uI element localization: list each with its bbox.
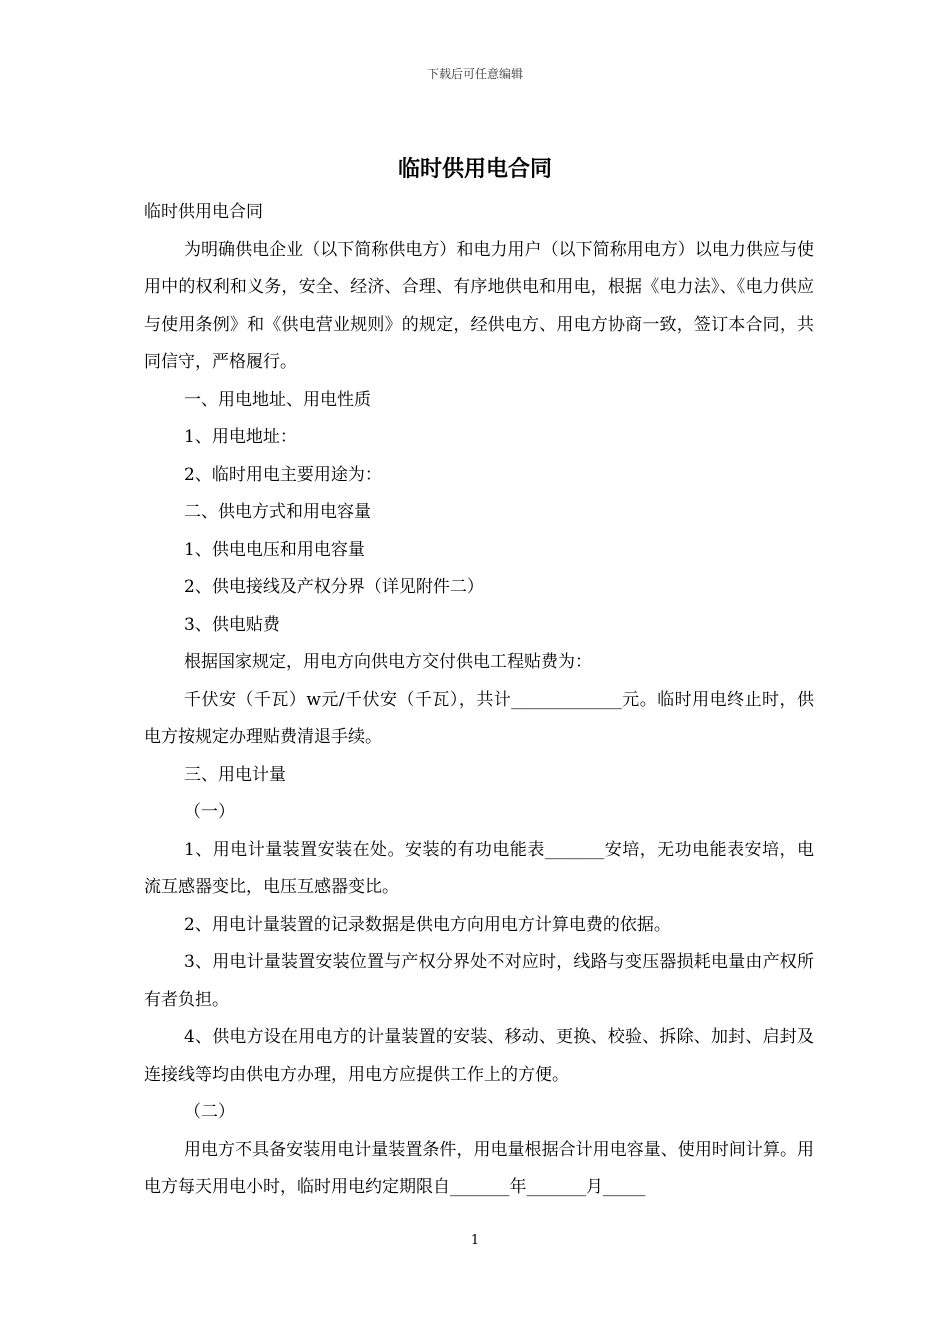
section-heading: 一、用电地址、用电性质 — [184, 389, 371, 410]
clause-paragraph: 千伏安（千瓦）w元/千伏安（千瓦），共计_____________元。临时用电终止时，供电方按规定办理贴费清退手续。 — [144, 689, 814, 747]
clause-paragraph: 1、用电地址： — [184, 427, 297, 447]
document-title: 临时供用电合同 — [397, 157, 552, 182]
page-number: 1 — [470, 1233, 480, 1248]
clause-paragraph: 4、供电方设在用电方的计量装置的安装、移动、更换、校验、拆除、加封、启封及连接线等均由供电方办理，用电方应提供工作上的方便。 — [144, 1027, 814, 1085]
intro-paragraph: 为明确供电企业（以下简称供电方）和电力用户（以下简称用电方）以电力供应与使用中的权利和义务，安全、经济、合理、有序地供电和用电，根据《电力法》、《电力供应与使用条例》和《供电营业规则》的规定，经供电方、用电方协商一致，签订本合同，共同信守，严格履行。 — [144, 239, 814, 372]
subtitle-paragraph: 临时供用电合同 — [144, 202, 263, 222]
clause-paragraph: 1、用电计量装置安装在处。安装的有功电能表_______安培，无功电能表安培，电流互感器变比，电压互感器变比。 — [144, 839, 814, 897]
subsection-marker: （一） — [184, 802, 235, 822]
subsection-marker: （二） — [184, 1102, 235, 1122]
section-heading: 二、供电方式和用电容量 — [184, 502, 371, 522]
clause-paragraph: 3、用电计量装置安装位置与产权分界处不对应时，线路与变压器损耗电量由产权所有者负担。 — [144, 952, 814, 1010]
clause-paragraph: 2、供电接线及产权分界（详见附件二） — [184, 577, 484, 597]
clause-paragraph: 2、用电计量装置的记录数据是供电方向用电方计算电费的依据。 — [184, 914, 671, 935]
clause-paragraph: 用电方不具备安装用电计量装置条件，用电量根据合计用电容量、使用时间计算。用电方每天用电小时，临时用电约定期限自_______年_______月_____ — [144, 1139, 814, 1197]
clause-paragraph: 3、供电贴费 — [184, 614, 280, 635]
clause-paragraph: 根据国家规定，用电方向供电方交付供电工程贴费为： — [184, 652, 592, 672]
section-heading: 三、用电计量 — [184, 764, 286, 785]
clause-paragraph: 2、临时用电主要用途为： — [184, 464, 382, 485]
page-header: 下载后可任意编辑 — [426, 67, 523, 81]
document-body — [144, 194, 814, 1207]
clause-paragraph: 1、供电电压和用电容量 — [184, 539, 365, 560]
